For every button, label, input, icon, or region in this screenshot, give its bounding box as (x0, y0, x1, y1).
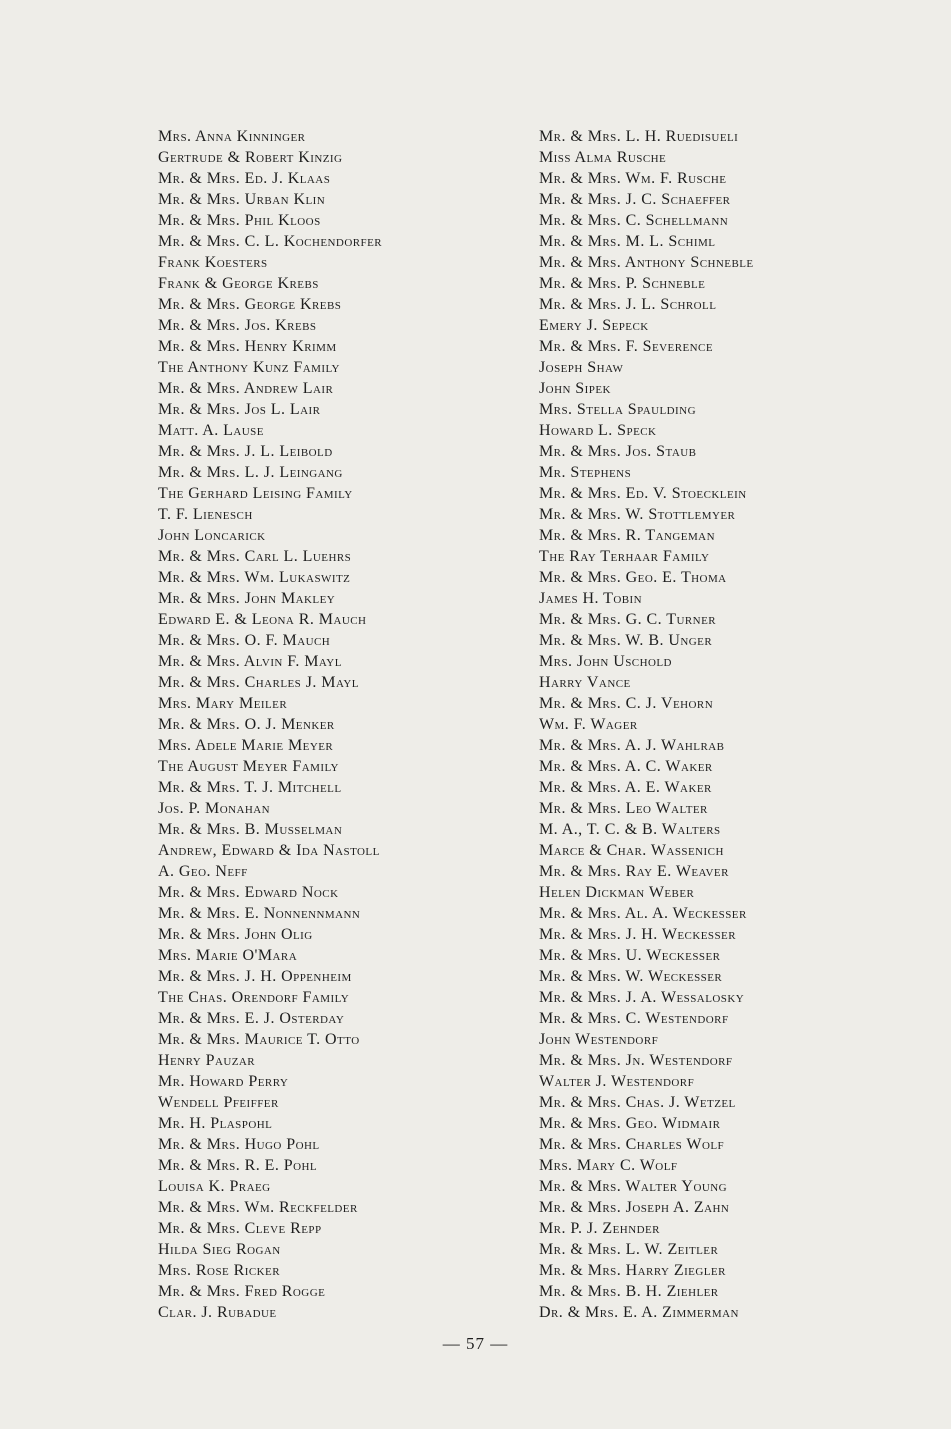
name-entry: Mr. & Mrs. Carl L. Luehrs (158, 548, 352, 565)
name-entry: Helen Dickman Weber (539, 884, 695, 901)
name-entry: Mr. & Mrs. L. W. Zeitler (539, 1241, 719, 1258)
name-entry: Mr. & Mrs. John Olig (158, 926, 313, 943)
name-entry: Mr. & Mrs. Anthony Schneble (539, 254, 754, 271)
name-entry: The August Meyer Family (158, 758, 339, 775)
name-entry: Mr. & Mrs. Jos. Krebs (158, 317, 317, 334)
name-entry: Mr. & Mrs. Urban Klin (158, 191, 326, 208)
name-entry: Mr. & Mrs. O. J. Menker (158, 716, 335, 733)
name-entry: Mr. & Mrs. A. E. Waker (539, 779, 712, 796)
name-entry: Mr. P. J. Zehnder (539, 1220, 660, 1237)
name-entry: Mr. & Mrs. E. J. Osterday (158, 1010, 345, 1027)
name-entry: Mr. & Mrs. Ed. V. Stoecklein (539, 485, 747, 502)
name-entry: Mr. & Mrs. O. F. Mauch (158, 632, 331, 649)
name-entry: Mr. & Mrs. Phil Kloos (158, 212, 321, 229)
name-entry: Mr. & Mrs. Hugo Pohl (158, 1136, 320, 1153)
name-entry: Mrs. Marie O'Mara (158, 947, 298, 964)
name-entry: The Chas. Orendorf Family (158, 989, 350, 1006)
name-entry: Mr. Stephens (539, 464, 632, 481)
name-entry: Mr. & Mrs. J. L. Schroll (539, 296, 717, 313)
name-entry: Mr. & Mrs. A. J. Wahlrab (539, 737, 725, 754)
name-entry: Mr. & Mrs. C. Schellmann (539, 212, 729, 229)
name-entry: John Westendorf (539, 1031, 659, 1048)
name-entry: Emery J. Sepeck (539, 317, 649, 334)
name-entry: Mr. & Mrs. Wm. Reckfelder (158, 1199, 358, 1216)
name-entry: Mr. & Mrs. T. J. Mitchell (158, 779, 342, 796)
name-entry: Mr. & Mrs. J. H. Weckesser (539, 926, 736, 943)
name-entry: Wm. F. Wager (539, 716, 638, 733)
name-entry: Andrew, Edward & Ida Nastoll (158, 842, 380, 859)
name-entry: Mr. & Mrs. B. Musselman (158, 821, 343, 838)
name-entry: Mrs. Anna Kinninger (158, 128, 306, 145)
name-entry: Mr. & Mrs. Wm. Lukaswitz (158, 569, 351, 586)
name-entry: Mr. & Mrs. Charles Wolf (539, 1136, 725, 1153)
name-entry: Edward E. & Leona R. Mauch (158, 611, 367, 628)
name-entry: Mr. & Mrs. P. Schneble (539, 275, 706, 292)
name-entry: Mr. & Mrs. Chas. J. Wetzel (539, 1094, 736, 1111)
name-entry: Mr. & Mrs. U. Weckesser (539, 947, 721, 964)
name-entry: Frank Koesters (158, 254, 268, 271)
name-entry: Matt. A. Lause (158, 422, 264, 439)
name-entry: Mr. & Mrs. Jos. Staub (539, 443, 697, 460)
names-column-left (158, 126, 382, 1323)
name-entry: Mr. & Mrs. Wm. F. Rusche (539, 170, 727, 187)
name-entry: Dr. & Mrs. E. A. Zimmerman (539, 1304, 739, 1321)
name-entry: Mr. & Mrs. W. B. Unger (539, 632, 713, 649)
name-entry: Mr. & Mrs. L. H. Ruedisueli (539, 128, 739, 145)
name-entry: Mr. & Mrs. Walter Young (539, 1178, 728, 1195)
name-entry: Mr. & Mrs. J. A. Wessalosky (539, 989, 745, 1006)
name-entry: Mr. & Mrs. C. J. Vehorn (539, 695, 714, 712)
name-entry: Mr. & Mrs. Ray E. Weaver (539, 863, 729, 880)
name-entry: Mr. & Mrs. Ed. J. Klaas (158, 170, 331, 187)
name-entry: Mr. & Mrs. J. L. Leibold (158, 443, 333, 460)
name-entry: Mr. Howard Perry (158, 1073, 289, 1090)
name-entry: Henry Pauzar (158, 1052, 256, 1069)
name-entry: Mr. & Mrs. Harry Ziegler (539, 1262, 726, 1279)
name-entry: Mr. & Mrs. Geo. Widmair (539, 1115, 721, 1132)
name-entry: Frank & George Krebs (158, 275, 319, 292)
name-entry: Howard L. Speck (539, 422, 657, 439)
name-entry: Mrs. Adele Marie Meyer (158, 737, 334, 754)
name-entry: John Loncarick (158, 527, 266, 544)
name-entry: James H. Tobin (539, 590, 643, 607)
name-entry: Mr. & Mrs. G. C. Turner (539, 611, 717, 628)
name-entry: Mr. & Mrs. Cleve Repp (158, 1220, 322, 1237)
name-entry: Clar. J. Rubadue (158, 1304, 277, 1321)
name-entry: Mr. & Mrs. Charles J. Mayl (158, 674, 359, 691)
name-entry: Mrs. Stella Spaulding (539, 401, 696, 418)
name-entry: A. Geo. Neff (158, 863, 248, 880)
name-entry: Mr. & Mrs. R. E. Pohl (158, 1157, 318, 1174)
name-entry: Mr. & Mrs. C. Westendorf (539, 1010, 729, 1027)
name-entry: Miss Alma Rusche (539, 149, 667, 166)
name-entry: John Sipek (539, 380, 611, 397)
name-entry: The Gerhard Leising Family (158, 485, 353, 502)
name-entry: Mr. & Mrs. John Makley (158, 590, 336, 607)
name-entry: Mr. & Mrs. Al. A. Weckesser (539, 905, 747, 922)
name-entry: Mr. & Mrs. Fred Rogge (158, 1283, 326, 1300)
name-entry: The Anthony Kunz Family (158, 359, 340, 376)
name-entry: Mr. & Mrs. A. C. Waker (539, 758, 713, 775)
name-entry: Mr. & Mrs. J. H. Oppenheim (158, 968, 352, 985)
name-entry: Mr. & Mrs. Henry Krimm (158, 338, 337, 355)
name-entry: Mrs. Mary C. Wolf (539, 1157, 678, 1174)
name-entry: Mr. & Mrs. Jn. Westendorf (539, 1052, 733, 1069)
name-entry: Mr. & Mrs. M. L. Schiml (539, 233, 716, 250)
name-entry: Mr. & Mrs. Andrew Lair (158, 380, 334, 397)
name-entry: Marce & Char. Wassenich (539, 842, 724, 859)
name-entry: Mrs. Mary Meiler (158, 695, 288, 712)
name-entry: Mr. H. Plaspohl (158, 1115, 273, 1132)
name-entry: Jos. P. Monahan (158, 800, 271, 817)
name-entry: T. F. Lienesch (158, 506, 253, 523)
name-entry: Mr. & Mrs. Geo. E. Thoma (539, 569, 727, 586)
name-entry: Mr. & Mrs. J. C. Schaeffer (539, 191, 731, 208)
name-entry: Mr. & Mrs. L. J. Leingang (158, 464, 343, 481)
name-entry: Gertrude & Robert Kinzig (158, 149, 343, 166)
name-entry: Mr. & Mrs. B. H. Ziehler (539, 1283, 719, 1300)
name-entry: Mr. & Mrs. R. Tangeman (539, 527, 715, 544)
name-entry: Mrs. John Uschold (539, 653, 672, 670)
name-entry: Mr. & Mrs. George Krebs (158, 296, 342, 313)
name-entry: Harry Vance (539, 674, 631, 691)
name-entry: Mr. & Mrs. Leo Walter (539, 800, 708, 817)
name-entry: Mr. & Mrs. Alvin F. Mayl (158, 653, 342, 670)
page-number: — 57 — (442, 1334, 509, 1353)
names-column-right (539, 126, 754, 1323)
name-entry: Mr. & Mrs. E. Nonnennmann (158, 905, 361, 922)
name-entry: Walter J. Westendorf (539, 1073, 695, 1090)
name-entry: The Ray Terhaar Family (539, 548, 710, 565)
name-entry: Mr. & Mrs. F. Severence (539, 338, 713, 355)
name-entry: Joseph Shaw (539, 359, 624, 376)
name-entry: Mr. & Mrs. Maurice T. Otto (158, 1031, 360, 1048)
name-entry: Louisa K. Praeg (158, 1178, 271, 1195)
name-entry: Hilda Sieg Rogan (158, 1241, 281, 1258)
name-entry: Mr. & Mrs. Edward Nock (158, 884, 339, 901)
name-entry: Mr. & Mrs. Jos L. Lair (158, 401, 321, 418)
name-entry: Mr. & Mrs. C. L. Kochendorfer (158, 233, 383, 250)
name-entry: Mrs. Rose Ricker (158, 1262, 281, 1279)
name-entry: Mr. & Mrs. W. Stottlemyer (539, 506, 736, 523)
name-entry: Mr. & Mrs. Joseph A. Zahn (539, 1199, 730, 1216)
name-entry: Wendell Pfeiffer (158, 1094, 279, 1111)
name-entry: Mr. & Mrs. W. Weckesser (539, 968, 723, 985)
name-entry: M. A., T. C. & B. Walters (539, 821, 721, 838)
